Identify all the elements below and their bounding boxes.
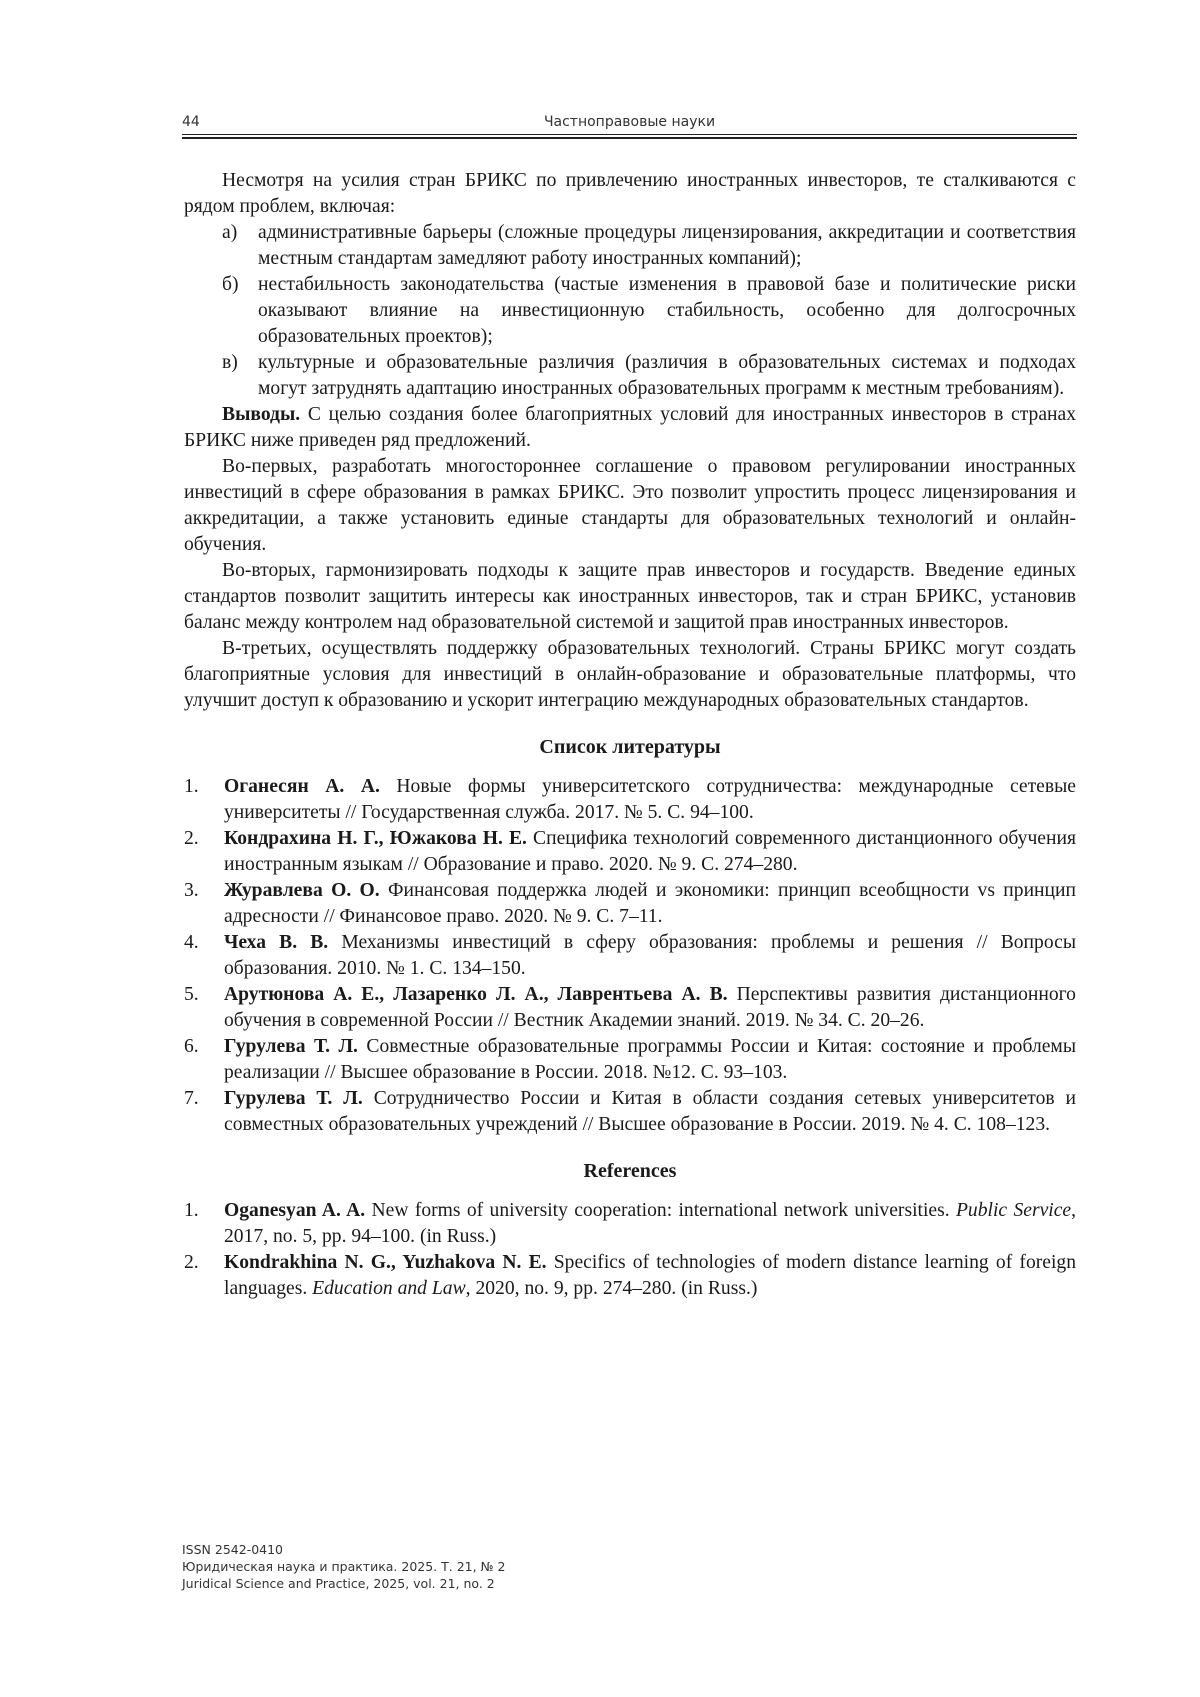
references-heading: References <box>583 1160 677 1182</box>
reference-number: 2. <box>184 1252 199 1273</box>
reference-journal: Public Service <box>955 1200 1072 1221</box>
journal-citation-ru: Юридическая наука и практика. 2025. Т. 21, № 2 <box>182 1559 506 1574</box>
page-footer <box>182 1541 782 1592</box>
literature-text: Совместные образовательные программы России и Китая: состояние и проблемы реализации // Высшее образование в России. 2018. №12. С. 93–103. <box>224 1036 1076 1083</box>
literature-authors: Оганесян А. А. <box>224 776 380 797</box>
conclusions-label: Выводы. <box>222 404 301 425</box>
reference-details: , 2017, no. 5, pp. 94–100. (in Russ.) <box>224 1200 1077 1247</box>
literature-text: Механизмы инвестиций в сферу образования: проблемы и решения // Вопросы образования. 2010. № 1. С. 134–150. <box>224 932 1076 979</box>
literature-number: 4. <box>184 932 199 953</box>
conclusions-text: С целью создания более благоприятных условий для иностранных инвесторов в странах БРИКС ниже приведен ряд предложений. <box>184 404 1076 451</box>
reference-authors: Oganesyan A. A. <box>224 1200 366 1221</box>
literature-text: Специфика технологий современного дистанционного обучения иностранным языкам // Образование и право. 2020. № 9. С. 274–280. <box>224 828 1076 875</box>
literature-number: 1. <box>184 776 199 797</box>
running-header <box>182 111 1077 135</box>
literature-item <box>184 878 1076 930</box>
problem-text: культурные и образовательные различия (различия в образовательных системах и подходах могут затруднять адаптацию иностранных образовательных программ к местным требованиям). <box>258 352 1076 399</box>
literature-item <box>184 1086 1076 1138</box>
problem-marker: в) <box>222 352 238 373</box>
literature-authors: Гурулева Т. Л. <box>224 1088 363 1109</box>
reference-details: , 2020, no. 9, pp. 274–280. (in Russ.) <box>465 1278 758 1299</box>
reference-title: Specifics of technologies of modern distance learning of foreign languages. <box>224 1252 1076 1299</box>
literature-item <box>184 826 1076 878</box>
literature-number: 2. <box>184 828 199 849</box>
literature-item <box>184 930 1076 982</box>
literature-number: 5. <box>184 984 199 1005</box>
journal-citation-en: Juridical Science and Practice, 2025, vol. 21, no. 2 <box>182 1576 495 1591</box>
conclusions-paragraph <box>184 402 1076 454</box>
literature-authors: Чеха В. В. <box>224 932 329 953</box>
issn: ISSN 2542-0410 <box>182 1542 284 1557</box>
header-rule-thin <box>182 134 1077 135</box>
problem-marker: б) <box>222 274 239 295</box>
article-body <box>184 168 1076 1302</box>
problem-marker: а) <box>222 222 238 243</box>
problem-item <box>184 220 1076 272</box>
reference-item <box>184 1250 1076 1302</box>
problem-item <box>184 272 1076 350</box>
proposal-paragraph: В-третьих, осуществлять поддержку образовательных технологий. Страны БРИКС могут создать благоприятные условия для инвестиций в онлайн-образование и образовательные платформы, что улучшит доступ к образованию и ускорит интеграцию международных образовательных стандартов. <box>184 638 1076 711</box>
literature-number: 7. <box>184 1088 199 1109</box>
literature-item <box>184 1034 1076 1086</box>
literature-text: Новые формы университетского сотрудничества: международные сетевые университеты // Государственная служба. 2017. № 5. С. 94–100. <box>224 776 1076 823</box>
literature-authors: Гурулева Т. Л. <box>224 1036 358 1057</box>
section-title: Частноправовые науки <box>543 114 716 130</box>
reference-item <box>184 1198 1076 1250</box>
literature-heading: Список литературы <box>539 736 721 758</box>
reference-journal: Education and Law <box>312 1278 466 1299</box>
proposal-paragraph: Во-первых, разработать многостороннее соглашение о правовом регулировании иностранных инвестиций в сфере образования в рамках БРИКС. Это позволит упростить процесс лицензирования и аккредитации, а также установить единые стандарты для образовательных технологий и онлайн-обучения. <box>184 456 1076 555</box>
literature-number: 3. <box>184 880 199 901</box>
header-rule-thick <box>182 137 1077 139</box>
literature-item <box>184 774 1076 826</box>
literature-authors: Журавлева О. О. <box>224 880 380 901</box>
literature-text: Финансовая поддержка людей и экономики: принцип всеобщности vs принцип адресности // Финансовое право. 2020. № 9. С. 7–11. <box>224 880 1076 927</box>
literature-text: Перспективы развития дистанционного обучения в современной России // Вестник Академии знаний. 2019. № 34. С. 20–26. <box>224 984 1076 1031</box>
problem-text: административные барьеры (сложные процедуры лицензирования, аккредитации и соответствия местным стандартам замедляют работу иностранных компаний); <box>258 222 1076 269</box>
proposal-paragraph: Во-вторых, гармонизировать подходы к защите прав инвесторов и государств. Введение единых стандартов позволит защитить интересы как иностранных инвесторов, так и стран БРИКС, установив баланс между контролем над образовательной системой и защитой прав иностранных инвесторов. <box>184 560 1076 633</box>
literature-text: Сотрудничество России и Китая в области создания сетевых университетов и совместных образовательных учреждений // Высшее образование в России. 2019. № 4. С. 108–123. <box>224 1088 1076 1135</box>
page-number: 44 <box>182 114 200 130</box>
problem-item <box>184 350 1076 402</box>
reference-title: New forms of university cooperation: international network universities. <box>365 1200 956 1221</box>
literature-authors: Кондрахина Н. Г., Южакова Н. Е. <box>224 828 527 849</box>
literature-authors: Арутюнова А. Е., Лазаренко Л. А., Лаврентьева А. В. <box>224 984 728 1005</box>
reference-authors: Kondrakhina N. G., Yuzhakova N. E. <box>224 1252 547 1273</box>
reference-number: 1. <box>184 1200 199 1221</box>
literature-item <box>184 982 1076 1034</box>
literature-number: 6. <box>184 1036 199 1057</box>
problem-text: нестабильность законодательства (частые изменения в правовой базе и политические риски оказывают влияние на инвестиционную стабильность, особенно для долгосрочных образовательных проектов); <box>258 274 1076 347</box>
intro-paragraph: Несмотря на усилия стран БРИКС по привлечению иностранных инвесторов, те сталкиваются с рядом проблем, включая: <box>184 170 1076 217</box>
